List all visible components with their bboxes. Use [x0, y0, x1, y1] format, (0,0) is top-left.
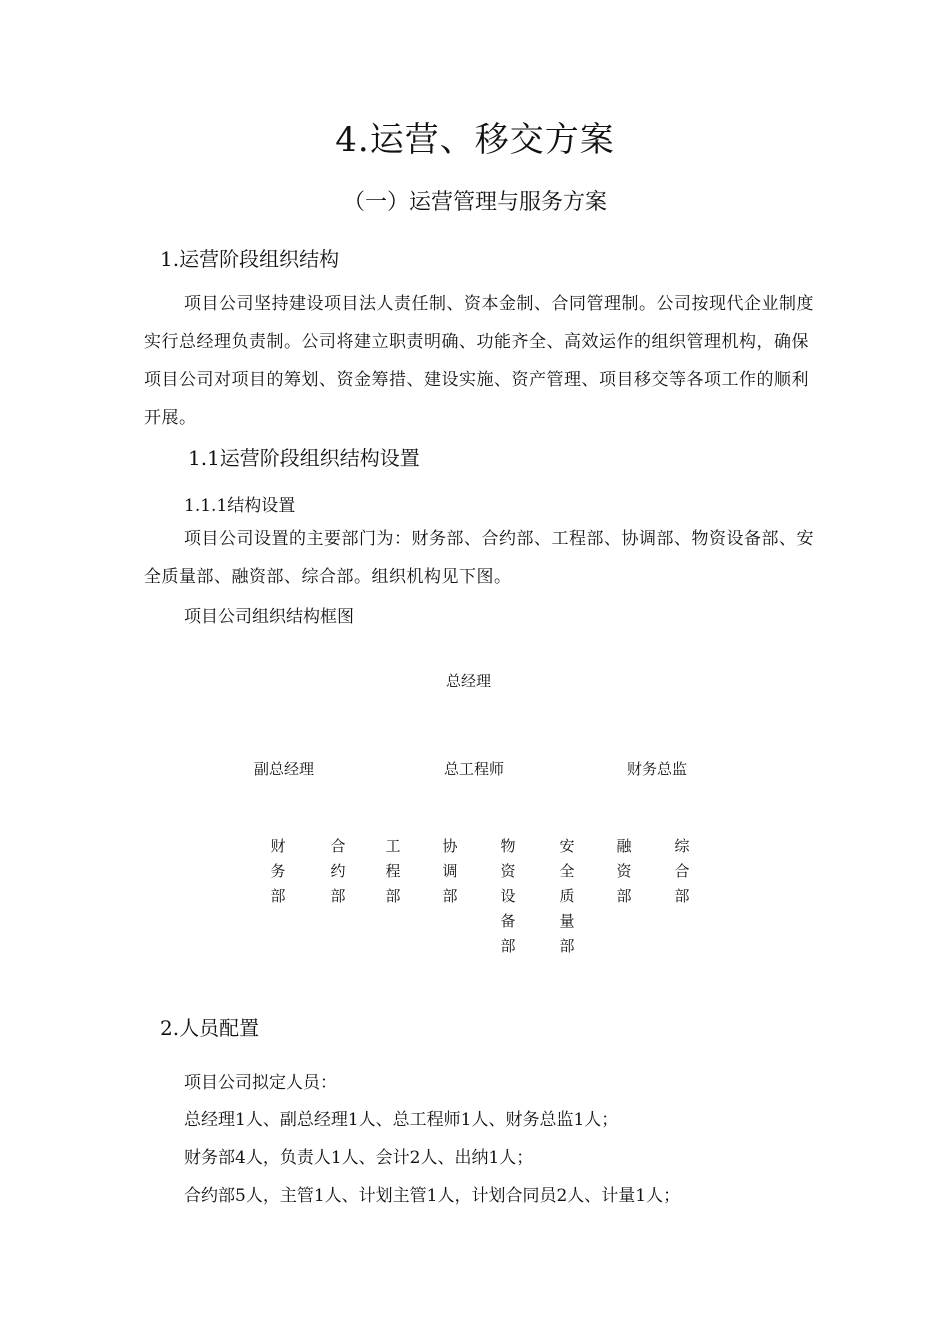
chart-caption: 项目公司组织结构框图: [184, 607, 354, 627]
staffing-intro: 项目公司拟定人员：: [184, 1073, 337, 1093]
org-deputy-gm: 副总经理: [254, 760, 315, 778]
staffing-line: 总经理1人、副总经理1人、总工程师1人、财务总监1人；: [184, 1110, 619, 1130]
staffing-line: 合约部5人，主管1人、计划主管1人，计划合同员2人、计量1人；: [184, 1186, 681, 1206]
org-department: 安 全 质 量 部: [559, 837, 575, 955]
subsubsection-heading: 1.1.1结构设置: [184, 496, 296, 516]
section2-heading: 2.人员配置: [160, 1016, 260, 1040]
section1-paragraph: 项目公司坚持建设项目法人责任制、资本金制、合同管理制。公司按现代企业制度实行总经理负责制。公司将建立职责明确、功能齐全、高效运作的组织管理机构，确保项目公司对项目的筹划、资金筹措、建设实施、资产管理、项目移交等各项工作的顺利开展。: [144, 294, 814, 428]
org-department: 融 资 部: [616, 837, 632, 905]
org-department: 合 约 部: [330, 837, 346, 905]
section1-heading: 1.运营阶段组织结构: [160, 247, 340, 271]
org-department: 综 合 部: [674, 837, 690, 905]
staffing-line: 财务部4人，负责人1人、会计2人、出纳1人；: [184, 1148, 534, 1168]
org-department: 物 资 设 备 部: [500, 837, 516, 955]
document-title: 4.运营、移交方案: [335, 120, 615, 160]
subsection-heading: 1.1运营阶段组织结构设置: [188, 446, 420, 470]
org-top-general-manager: 总经理: [446, 672, 492, 690]
org-department: 工 程 部: [385, 837, 401, 905]
departments-paragraph: 项目公司设置的主要部门为：财务部、合约部、工程部、协调部、物资设备部、安全质量部、融资部、综合部。组织机构见下图。: [144, 529, 814, 587]
org-chief-engineer: 总工程师: [444, 760, 505, 778]
org-department: 协 调 部: [442, 837, 458, 905]
section-subtitle: （一）运营管理与服务方案: [342, 190, 607, 215]
org-department: 财 务 部: [270, 837, 286, 905]
org-finance-director: 财务总监: [627, 760, 688, 778]
